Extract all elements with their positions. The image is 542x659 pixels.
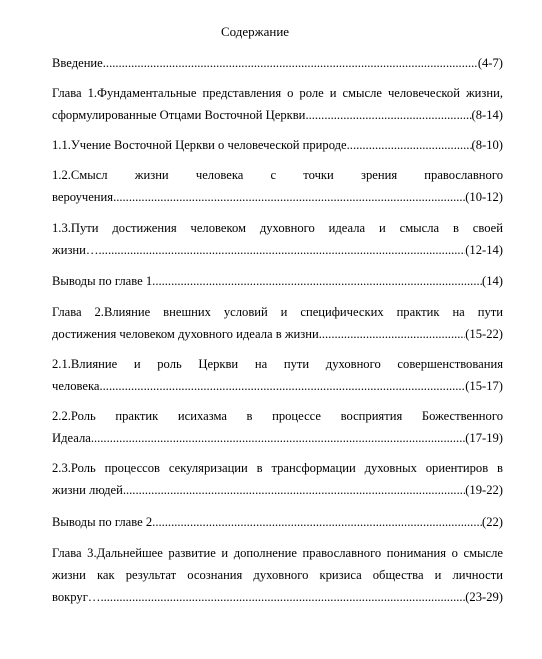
toc-entry-leader-line [52,186,503,208]
toc-entry-leader-line [52,586,503,608]
toc-entry-leader-line [52,104,503,126]
dot-leader [100,586,465,608]
toc-entry-title-line: жизни как результат осознания духовного кризиса общества и личности [52,568,503,582]
dot-leader [152,511,482,533]
toc-entry-leader-line [52,511,503,533]
toc-entry-section-1-1 [52,134,503,156]
toc-entry-section-2-2 [52,405,503,449]
dot-leader [347,134,472,156]
toc-entry-leader-line [52,479,503,501]
toc-entry-title-line: 2.3.Роль процессов секуляризации в трансформации духовных ориентиров в [52,461,503,475]
toc-entry-title: Введение [52,56,103,70]
toc-entry-title-line: Глава 1.Фундаментальные представления о роле и смысле человеческой жизни, [52,86,503,100]
toc-entry-pages: (4-7) [477,56,503,70]
toc-entry-leader-line [52,239,503,261]
toc-entry-pages: (14) [482,274,503,288]
toc-entry-title: вероучения [52,190,114,204]
toc-entry-title-line: 2.1.Влияние и роль Церкви на пути духовного совершенствования [52,357,503,371]
toc-entry-title-line: 2.2.Роль практик исихазма в процессе восприятия Божественного [52,409,503,423]
toc-entry-conclusions-1 [52,270,503,292]
toc-entry-section-2-3 [52,457,503,501]
toc-entry-title: Выводы по главе 2 [52,515,153,529]
toc-entry-section-1-2 [52,164,503,208]
dot-leader [305,104,471,126]
toc-entry-title: сформулированные Отцами Восточной Церкви [52,108,306,122]
toc-entry-title: вокруг… [52,590,101,604]
toc-entry-pages: (8-14) [471,108,503,122]
toc-entry-pages: (19-22) [465,483,503,497]
toc-entry-pages: (10-12) [465,190,503,204]
toc-entry-pages: (17-19) [465,431,503,445]
toc-entry-leader-line [52,375,503,397]
toc-entry-section-1-3 [52,217,503,261]
toc-entry-title-line: Глава 2.Влияние внешних условий и специфических практик на пути [52,305,503,319]
toc-entry-title-line: Глава 3.Дальнейшее развитие и дополнение православного понимания о смысле [52,546,503,560]
toc-entry-pages: (22) [482,515,503,529]
toc-entry-conclusions-2 [52,511,503,533]
toc-entry-leader-line [52,427,503,449]
toc-entry-pages: (23-29) [465,590,503,604]
dot-leader [152,270,482,292]
toc-entry-chapter-2 [52,301,503,345]
toc-entry-leader-line [52,52,503,74]
toc-entry-leader-line [52,270,503,292]
toc-entry-title-line: 1.3.Пути достижения человеком духовного идеала и смысла в своей [52,221,503,235]
toc-entry-title: Выводы по главе 1 [52,274,153,288]
dot-leader [123,479,465,501]
toc-entry-introduction [52,52,503,74]
dot-leader [113,186,465,208]
toc-entry-title: жизни… [52,243,99,257]
toc-entry-pages: (15-17) [465,379,503,393]
toc-entry-chapter-1 [52,82,503,126]
toc-entry-section-2-1 [52,353,503,397]
toc-entry-chapter-3 [52,542,503,608]
toc-entry-pages: (15-22) [465,327,503,341]
dot-leader [100,375,466,397]
toc-entry-pages: (12-14) [465,243,503,257]
toc-entry-title: Идеала [52,431,91,445]
toc-entry-leader-line [52,323,503,345]
dot-leader [103,52,478,74]
toc-entry-leader-line [52,134,503,156]
toc-title: Содержание [220,24,290,39]
toc-entry-title: 1.1.Учение Восточной Церкви о человеческой природе [52,138,347,152]
dot-leader [99,239,466,261]
toc-entry-pages: (8-10) [471,138,503,152]
toc-entry-title: человека [52,379,100,393]
toc-entry-title: жизни людей [52,483,123,497]
toc-entry-title: достижения человеком духовного идеала в жизни [52,327,319,341]
dot-leader [91,427,465,449]
dot-leader [319,323,466,345]
toc-entry-title-line: 1.2.Смысл жизни человека с точки зрения православного [52,168,503,182]
